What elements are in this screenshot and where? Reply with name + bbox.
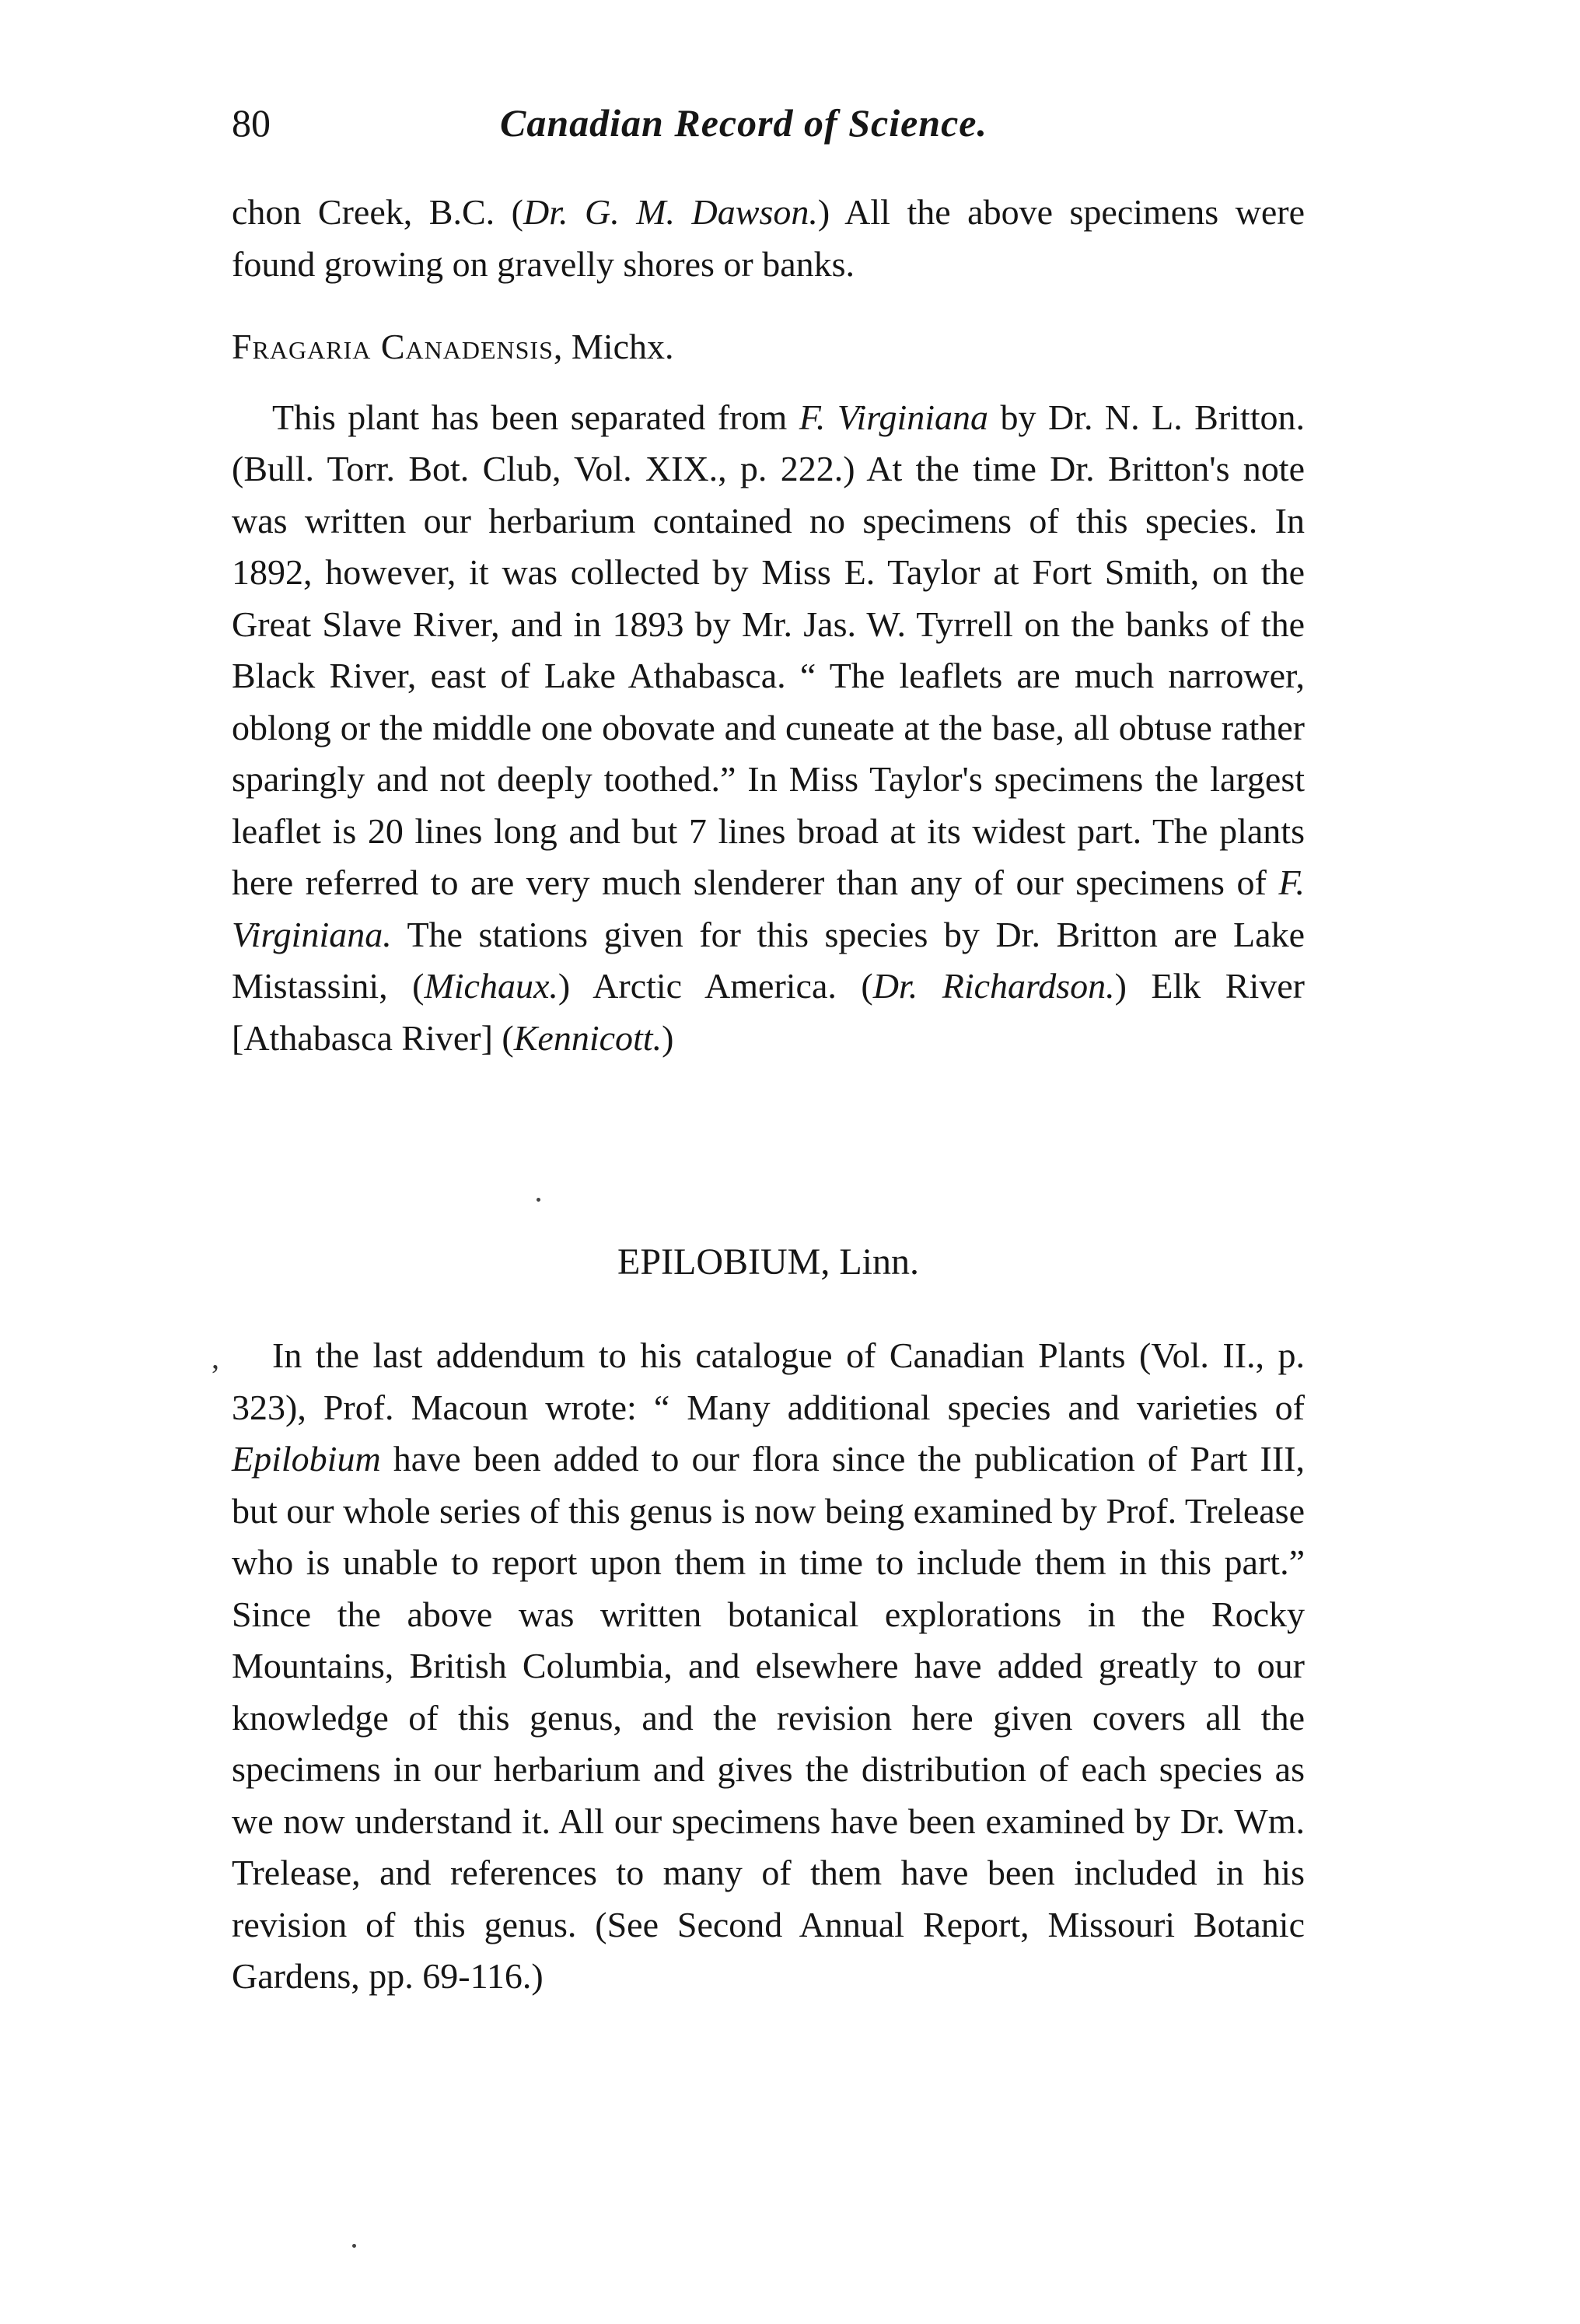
text-run: chon Creek, B.C. ( xyxy=(232,192,523,232)
text-run: ) Elk River [Athabasca River] ( xyxy=(232,966,1305,1058)
text-block-epilobium xyxy=(232,1330,1305,2003)
paragraph-fragaria xyxy=(232,392,1305,1065)
text-run: The stations given for this species by Dr. Britton are Lake Mistassini, ( xyxy=(232,914,1305,1006)
species-name: Fragaria Canadensis xyxy=(232,327,554,366)
paragraph-chon-creek xyxy=(232,187,1305,290)
italic-run: Dr. Richardson. xyxy=(872,966,1115,1006)
text-run: have been added to our flora since the publication of Part III, but our whole series of this genus is now being examined by Prof. Trelease who is unable to report upon them in time to include them in this part.” Since the above was written botanical explorations in the Rocky Mountains, British Columbia, and elsewhere have added greatly to our knowledge of this genus, and the revision here given covers all the specimens in our herbarium and gives the distribution of each species as we now understand it. All our specimens have been examined by Dr. Wm. Trelease, and references to many of them have been included in his revision of this genus. (See Second Annual Report, Missouri Botanic Gardens, pp. 69-116.) xyxy=(232,1439,1305,1996)
print-speck xyxy=(352,2244,356,2248)
page-number: 80 xyxy=(232,101,271,145)
text-block-top xyxy=(232,187,1305,1064)
italic-run: F. Virginiana. xyxy=(232,863,1305,954)
genus-heading: EPILOBIUM, Linn. xyxy=(617,1241,919,1283)
italic-run: F. Virginiana xyxy=(799,397,989,437)
text-run: ) All the above specimens were found growing on gravelly shores or banks. xyxy=(232,192,1306,284)
species-heading xyxy=(232,321,1305,373)
text-run: ) xyxy=(662,1017,674,1058)
paragraph-epilobium xyxy=(232,1330,1305,2003)
text-run: ) Arctic America. ( xyxy=(558,966,873,1006)
italic-run: Epilobium xyxy=(232,1439,381,1479)
italic-run: Dr. G. M. Dawson. xyxy=(523,192,818,232)
text-run: by Dr. N. L. Britton. (Bull. Torr. Bot. Club, Vol. XIX., p. 222.) At the time Dr. Britton's note was written our herbarium contained no specimens of this species. In 1892, however, it was collected by Miss E. Taylor at Fort Smith, on the Great Slave River, and in 1893 by Mr. Jas. W. Tyrrell on the banks of the Black River, east of Lake Athabasca. “ The leaflets are much narrower, oblong or the middle one obovate and cuneate at the base, all obtuse rather sparingly and not deeply toothed.” In Miss Taylor's specimens the largest leaflet is 20 lines long and but 7 lines broad at its widest part. The plants here referred to are very much slenderer than any of our specimens of xyxy=(232,397,1305,902)
text-run: In the last addendum to his catalogue of Canadian Plants (Vol. II., p. 323), Prof. Macoun wrote: “ Many additional species and varieties of xyxy=(232,1335,1305,1427)
running-head: Canadian Record of Science. xyxy=(500,101,987,145)
print-speck xyxy=(537,1198,540,1202)
italic-run: Michaux. xyxy=(424,966,558,1006)
italic-run: Kennicott. xyxy=(513,1017,662,1058)
species-authority: , Michx. xyxy=(553,327,674,366)
stray-mark: , xyxy=(211,1340,219,1375)
text-run: This plant has been separated from xyxy=(272,397,799,437)
page-header xyxy=(232,92,1305,154)
